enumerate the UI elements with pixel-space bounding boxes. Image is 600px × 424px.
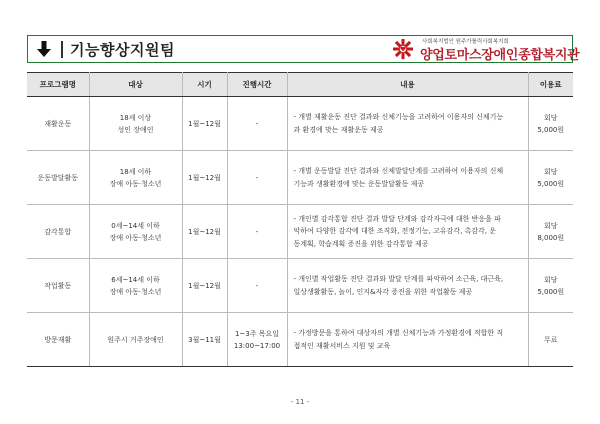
program-name: 작업활동 [27, 259, 89, 313]
column-header-content: 내용 [287, 73, 528, 97]
table-row [27, 205, 573, 259]
program-target: 원주시 거주장애인 [89, 313, 182, 367]
table-row [27, 97, 573, 151]
program-name: 방문재활 [27, 313, 89, 367]
program-content: - 가정방문을 통하여 대상자의 개별 신체기능과 가정환경에 적합한 직 접적인 재활서비스 지원 및 교육 [287, 313, 528, 367]
program-period: 1월~12월 [182, 97, 227, 151]
program-name: 감각통합 [27, 205, 89, 259]
header-separator [61, 41, 63, 58]
page-title: 기능향상지원팀 [70, 41, 175, 59]
program-target: 18세 이상 성인 장애인 [89, 97, 182, 151]
table-row [27, 313, 573, 367]
program-time: - [227, 205, 287, 259]
program-fee: 회당 5,000원 [528, 97, 573, 151]
program-fee: 무료 [528, 313, 573, 367]
program-content: - 개별 운동발달 진단 결과와 신체발달단계를 고려하여 이용자의 신체 기능과 생활환경에 맞는 운동발달활동 제공 [287, 151, 528, 205]
column-header-target: 대상 [89, 73, 182, 97]
caritas-heart-logo-icon [392, 38, 414, 60]
program-target: 18세 이하 장애 아동·청소년 [89, 151, 182, 205]
program-fee: 회당 8,000원 [528, 205, 573, 259]
program-name: 운동발달활동 [27, 151, 89, 205]
program-fee: 회당 5,000원 [528, 151, 573, 205]
program-period: 1월~12월 [182, 151, 227, 205]
page-number: - 11 - [290, 398, 310, 406]
column-header-fee: 이용료 [528, 73, 573, 97]
section-header [27, 35, 580, 63]
program-period: 1월~12월 [182, 205, 227, 259]
logo-text: 양업토마스장애인종합복지관 [420, 48, 580, 63]
column-header-period: 시기 [182, 73, 227, 97]
down-arrow-icon [36, 40, 52, 58]
program-target: 6세~14세 이하 장애 아동·청소년 [89, 259, 182, 313]
program-name: 재활운동 [27, 97, 89, 151]
column-header-program: 프로그램명 [27, 73, 89, 97]
program-fee: 회당 5,000원 [528, 259, 573, 313]
program-time: 1~3주 목요일 13:00~17:00 [227, 313, 287, 367]
program-time: - [227, 259, 287, 313]
program-content: - 개인별 감각통합 진단 결과 발달 단계와 감각자극에 대한 반응을 파 악하여 다양한 감각에 대한 조직화, 전정기능, 고유감각, 촉감각, 운 동계획, 학습계획 증진을 위한 감각통합 제공 [287, 205, 528, 259]
program-period: 3월~11월 [182, 313, 227, 367]
column-header-time: 진행시간 [227, 73, 287, 97]
program-table [27, 72, 573, 367]
program-content: - 개별 재활운동 진단 결과와 신체기능을 고려하여 이용자의 신체기능 과 환경에 맞는 재활운동 제공 [287, 97, 528, 151]
table-row [27, 151, 573, 205]
program-time: - [227, 151, 287, 205]
program-content: - 개인별 작업활동 진단 결과와 발달 단계를 파악하여 소근육, 대근육, 일상생활활동, 놀이, 인지&자각 증진을 위한 작업활동 제공 [287, 259, 528, 313]
program-period: 1월~12월 [182, 259, 227, 313]
table-row [27, 259, 573, 313]
table-header-row [27, 73, 573, 97]
program-target: 0세~14세 이하 장애 아동·청소년 [89, 205, 182, 259]
logo-subtitle: 사회복지법인 원주가톨릭사회복지회 [422, 39, 509, 45]
program-time: - [227, 97, 287, 151]
